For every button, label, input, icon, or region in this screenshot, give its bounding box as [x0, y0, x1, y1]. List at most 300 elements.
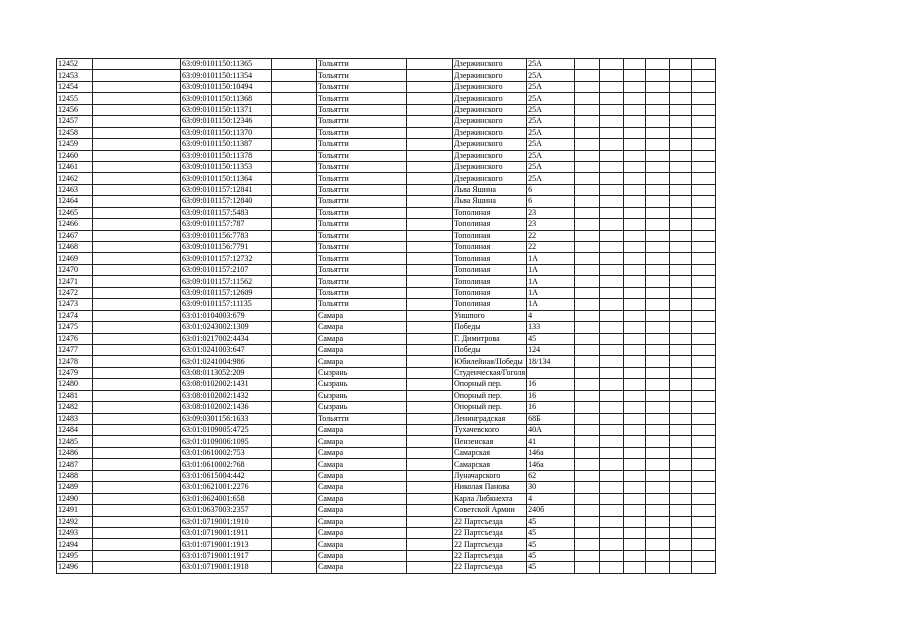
- cell-empty: [600, 139, 624, 150]
- cell-empty: [670, 425, 692, 436]
- cell-house: 1А: [527, 287, 575, 298]
- cell-empty: [600, 447, 624, 458]
- cell-empty: [575, 70, 600, 81]
- cell-empty: [407, 425, 453, 436]
- cell-city: Тольятти: [317, 264, 407, 275]
- cell-cadastral-number: 63:09:0101157:787: [181, 219, 272, 230]
- cell-street: Дзержинского: [453, 81, 527, 92]
- cell-house: 16: [527, 390, 575, 401]
- cell-cadastral-number: 63:01:0241004:986: [181, 356, 272, 367]
- cell-empty: [93, 93, 181, 104]
- cell-empty: [407, 253, 453, 264]
- cell-empty: [624, 219, 646, 230]
- cell-empty: [670, 493, 692, 504]
- cell-empty: [646, 459, 670, 470]
- cell-empty: [575, 459, 600, 470]
- cell-house: 4: [527, 310, 575, 321]
- cell-id: 12487: [57, 459, 93, 470]
- cell-empty: [692, 367, 716, 378]
- cell-empty: [575, 367, 600, 378]
- cell-empty: [646, 379, 670, 390]
- table-row: [57, 413, 716, 424]
- cell-empty: [646, 413, 670, 424]
- cell-city: Самара: [317, 310, 407, 321]
- cell-empty: [692, 219, 716, 230]
- cell-empty: [93, 447, 181, 458]
- cell-empty: [692, 379, 716, 390]
- cell-cadastral-number: 63:01:0104003:679: [181, 310, 272, 321]
- cell-empty: [624, 264, 646, 275]
- cell-street: Тополиная: [453, 276, 527, 287]
- cell-empty: [575, 470, 600, 481]
- cell-street: Тополиная: [453, 264, 527, 275]
- cell-empty: [93, 116, 181, 127]
- cell-cadastral-number: 63:09:0101157:5483: [181, 207, 272, 218]
- cell-cadastral-number: 63:01:0719001:1910: [181, 516, 272, 527]
- cell-empty: [670, 562, 692, 573]
- cell-empty: [646, 196, 670, 207]
- table-row: [57, 344, 716, 355]
- table-row: [57, 219, 716, 230]
- cell-cadastral-number: 63:09:0101156:7783: [181, 230, 272, 241]
- cell-empty: [692, 150, 716, 161]
- cell-id: 12480: [57, 379, 93, 390]
- cell-cadastral-number: 63:09:0101150:11364: [181, 173, 272, 184]
- cell-house: 25А: [527, 70, 575, 81]
- cell-empty: [624, 539, 646, 550]
- cell-id: 12474: [57, 310, 93, 321]
- table-row: [57, 436, 716, 447]
- cell-cadastral-number: 63:01:0719001:1911: [181, 527, 272, 538]
- table-row: [57, 276, 716, 287]
- cell-empty: [600, 150, 624, 161]
- cell-empty: [670, 447, 692, 458]
- cell-city: Тольятти: [317, 93, 407, 104]
- cell-house: 45: [527, 516, 575, 527]
- cell-empty: [272, 367, 317, 378]
- cell-empty: [670, 184, 692, 195]
- cell-empty: [600, 196, 624, 207]
- cell-empty: [93, 127, 181, 138]
- cell-empty: [670, 242, 692, 253]
- cell-empty: [407, 150, 453, 161]
- cell-city: Сызрань: [317, 379, 407, 390]
- cell-empty: [624, 196, 646, 207]
- cell-empty: [407, 264, 453, 275]
- cell-empty: [93, 470, 181, 481]
- cell-empty: [600, 505, 624, 516]
- cell-street: Тополиная: [453, 219, 527, 230]
- cell-house: 25А: [527, 116, 575, 127]
- cell-house: 1А: [527, 264, 575, 275]
- cell-empty: [600, 413, 624, 424]
- cell-id: 12464: [57, 196, 93, 207]
- cell-city: Самара: [317, 470, 407, 481]
- cell-id: 12454: [57, 81, 93, 92]
- cell-empty: [575, 116, 600, 127]
- cell-empty: [93, 562, 181, 573]
- table-row: [57, 425, 716, 436]
- cell-empty: [670, 173, 692, 184]
- cell-empty: [670, 413, 692, 424]
- cell-city: Самара: [317, 527, 407, 538]
- cell-city: Тольятти: [317, 81, 407, 92]
- cell-id: 12475: [57, 322, 93, 333]
- cell-empty: [646, 356, 670, 367]
- cell-id: 12459: [57, 139, 93, 150]
- cell-empty: [93, 81, 181, 92]
- cell-empty: [646, 116, 670, 127]
- cell-house: 45: [527, 527, 575, 538]
- cell-empty: [93, 264, 181, 275]
- cell-empty: [600, 425, 624, 436]
- cell-city: Самара: [317, 436, 407, 447]
- cell-id: 12456: [57, 104, 93, 115]
- cell-empty: [407, 276, 453, 287]
- cell-empty: [407, 139, 453, 150]
- cell-empty: [692, 425, 716, 436]
- cell-empty: [407, 104, 453, 115]
- cell-empty: [670, 367, 692, 378]
- cell-house: 1А: [527, 253, 575, 264]
- cell-house: 16: [527, 379, 575, 390]
- cell-empty: [692, 59, 716, 70]
- cell-street: Дзержинского: [453, 127, 527, 138]
- cell-empty: [272, 287, 317, 298]
- cell-cadastral-number: 63:09:0101157:11562: [181, 276, 272, 287]
- cell-empty: [600, 207, 624, 218]
- cell-cadastral-number: 63:01:0624001:658: [181, 493, 272, 504]
- cell-empty: [272, 253, 317, 264]
- cell-street: Дзержинского: [453, 173, 527, 184]
- cell-empty: [646, 173, 670, 184]
- cell-cadastral-number: 63:01:0637003:2357: [181, 505, 272, 516]
- cell-empty: [575, 505, 600, 516]
- cell-empty: [575, 322, 600, 333]
- cell-empty: [670, 322, 692, 333]
- cell-city: Тольятти: [317, 253, 407, 264]
- cell-empty: [670, 527, 692, 538]
- cell-empty: [624, 505, 646, 516]
- cell-empty: [272, 242, 317, 253]
- cell-empty: [670, 264, 692, 275]
- cell-empty: [93, 413, 181, 424]
- cell-city: Тольятти: [317, 242, 407, 253]
- cell-street: Дзержинского: [453, 139, 527, 150]
- cell-empty: [670, 93, 692, 104]
- cell-id: 12477: [57, 344, 93, 355]
- cell-empty: [646, 81, 670, 92]
- cell-house: 6: [527, 184, 575, 195]
- cell-empty: [692, 562, 716, 573]
- cell-empty: [670, 253, 692, 264]
- table-row: [57, 310, 716, 321]
- cell-empty: [646, 390, 670, 401]
- cell-empty: [575, 516, 600, 527]
- cell-city: Самара: [317, 344, 407, 355]
- cell-city: Тольятти: [317, 299, 407, 310]
- cell-empty: [624, 562, 646, 573]
- cell-empty: [575, 196, 600, 207]
- cell-empty: [272, 333, 317, 344]
- cell-empty: [646, 447, 670, 458]
- cell-empty: [272, 184, 317, 195]
- cell-street: Советской Армии: [453, 505, 527, 516]
- cell-empty: [600, 493, 624, 504]
- cell-empty: [600, 230, 624, 241]
- table-row: [57, 173, 716, 184]
- cell-empty: [93, 390, 181, 401]
- cell-empty: [670, 127, 692, 138]
- cell-empty: [624, 287, 646, 298]
- cell-city: Тольятти: [317, 161, 407, 172]
- cell-house: 23: [527, 207, 575, 218]
- cell-empty: [407, 459, 453, 470]
- cell-empty: [692, 447, 716, 458]
- cell-street: Самарская: [453, 447, 527, 458]
- cell-city: Самара: [317, 447, 407, 458]
- cell-empty: [670, 402, 692, 413]
- cell-empty: [600, 539, 624, 550]
- cell-empty: [93, 379, 181, 390]
- cell-empty: [670, 356, 692, 367]
- cell-empty: [575, 139, 600, 150]
- cell-empty: [93, 425, 181, 436]
- cell-house: 45: [527, 539, 575, 550]
- cell-empty: [575, 242, 600, 253]
- cell-id: 12466: [57, 219, 93, 230]
- cell-empty: [600, 550, 624, 561]
- cell-empty: [93, 150, 181, 161]
- cell-empty: [407, 356, 453, 367]
- table-row: [57, 322, 716, 333]
- cell-street: 22 Партсъезда: [453, 539, 527, 550]
- cell-empty: [692, 264, 716, 275]
- cell-empty: [407, 173, 453, 184]
- cell-empty: [575, 379, 600, 390]
- cell-empty: [670, 482, 692, 493]
- cell-cadastral-number: 63:09:0101150:12346: [181, 116, 272, 127]
- cell-empty: [646, 184, 670, 195]
- cell-empty: [407, 550, 453, 561]
- cell-city: Самара: [317, 562, 407, 573]
- cell-empty: [624, 127, 646, 138]
- cell-empty: [624, 150, 646, 161]
- cell-empty: [93, 299, 181, 310]
- cell-city: Самара: [317, 322, 407, 333]
- cell-empty: [692, 539, 716, 550]
- cell-empty: [575, 104, 600, 115]
- cell-empty: [575, 402, 600, 413]
- cell-empty: [624, 344, 646, 355]
- cell-empty: [600, 379, 624, 390]
- cell-empty: [670, 219, 692, 230]
- cell-cadastral-number: 63:09:0101157:2107: [181, 264, 272, 275]
- cell-empty: [624, 207, 646, 218]
- cell-empty: [575, 93, 600, 104]
- cell-empty: [407, 539, 453, 550]
- cell-empty: [272, 161, 317, 172]
- cell-street: Дзержинского: [453, 161, 527, 172]
- cell-street: 22 Партсъезда: [453, 550, 527, 561]
- cell-empty: [272, 379, 317, 390]
- cell-empty: [575, 264, 600, 275]
- cell-empty: [272, 482, 317, 493]
- cell-empty: [93, 207, 181, 218]
- cell-empty: [646, 470, 670, 481]
- cell-street: Опорный пер.: [453, 379, 527, 390]
- cell-house: 30: [527, 482, 575, 493]
- cell-empty: [93, 550, 181, 561]
- cell-empty: [670, 505, 692, 516]
- cell-id: 12452: [57, 59, 93, 70]
- cell-id: 12462: [57, 173, 93, 184]
- cell-empty: [93, 287, 181, 298]
- cell-empty: [272, 470, 317, 481]
- cell-empty: [407, 93, 453, 104]
- cell-empty: [600, 161, 624, 172]
- cell-empty: [624, 356, 646, 367]
- cell-empty: [624, 59, 646, 70]
- cell-empty: [407, 493, 453, 504]
- cell-empty: [600, 356, 624, 367]
- cell-street: Самарская: [453, 459, 527, 470]
- cell-street: Тополиная: [453, 242, 527, 253]
- cell-street: Дзержинского: [453, 116, 527, 127]
- cell-empty: [600, 367, 624, 378]
- cell-empty: [670, 230, 692, 241]
- cell-empty: [272, 390, 317, 401]
- cell-empty: [600, 116, 624, 127]
- cell-empty: [407, 333, 453, 344]
- cell-city: Тольятти: [317, 59, 407, 70]
- cell-city: Тольятти: [317, 173, 407, 184]
- cell-cadastral-number: 63:09:0101150:11365: [181, 59, 272, 70]
- table-body: [57, 59, 716, 574]
- cell-empty: [272, 116, 317, 127]
- cell-empty: [272, 139, 317, 150]
- cell-empty: [272, 322, 317, 333]
- cell-empty: [575, 299, 600, 310]
- cell-cadastral-number: 63:01:0610002:753: [181, 447, 272, 458]
- cell-empty: [624, 516, 646, 527]
- cell-id: 12489: [57, 482, 93, 493]
- table-row: [57, 447, 716, 458]
- cell-cadastral-number: 63:09:0101150:11370: [181, 127, 272, 138]
- cell-empty: [646, 219, 670, 230]
- cell-empty: [407, 184, 453, 195]
- table-row: [57, 356, 716, 367]
- cell-cadastral-number: 63:09:0101150:10494: [181, 81, 272, 92]
- cell-empty: [670, 287, 692, 298]
- cell-empty: [600, 344, 624, 355]
- table-row: [57, 333, 716, 344]
- cell-id: 12476: [57, 333, 93, 344]
- cell-empty: [692, 333, 716, 344]
- cell-city: Самара: [317, 356, 407, 367]
- cell-empty: [646, 59, 670, 70]
- cell-empty: [600, 310, 624, 321]
- cell-street: Тополиная: [453, 253, 527, 264]
- cell-city: Тольятти: [317, 219, 407, 230]
- cell-empty: [670, 196, 692, 207]
- table-row: [57, 81, 716, 92]
- cell-empty: [407, 482, 453, 493]
- cell-city: Тольятти: [317, 184, 407, 195]
- table-row: [57, 253, 716, 264]
- cell-id: 12493: [57, 527, 93, 538]
- cell-id: 12457: [57, 116, 93, 127]
- cell-id: 12484: [57, 425, 93, 436]
- table-row: [57, 59, 716, 70]
- cell-city: Самара: [317, 333, 407, 344]
- cell-empty: [646, 539, 670, 550]
- cell-id: 12463: [57, 184, 93, 195]
- cell-empty: [692, 276, 716, 287]
- cell-empty: [272, 493, 317, 504]
- cell-empty: [692, 196, 716, 207]
- cell-empty: [272, 230, 317, 241]
- table-row: [57, 505, 716, 516]
- cell-empty: [646, 70, 670, 81]
- cell-empty: [407, 81, 453, 92]
- cell-empty: [407, 219, 453, 230]
- cell-empty: [407, 310, 453, 321]
- cell-cadastral-number: 63:08:0102002:1432: [181, 390, 272, 401]
- cell-empty: [624, 390, 646, 401]
- cell-empty: [646, 493, 670, 504]
- cell-empty: [407, 516, 453, 527]
- cell-empty: [575, 425, 600, 436]
- table-row: [57, 470, 716, 481]
- cell-empty: [624, 482, 646, 493]
- cell-street: 22 Партсъезда: [453, 527, 527, 538]
- cell-empty: [575, 436, 600, 447]
- cell-empty: [272, 516, 317, 527]
- cell-empty: [575, 390, 600, 401]
- cell-empty: [272, 104, 317, 115]
- cell-empty: [646, 322, 670, 333]
- cell-empty: [93, 516, 181, 527]
- cell-empty: [624, 139, 646, 150]
- cell-street: Тухачевского: [453, 425, 527, 436]
- cell-empty: [692, 287, 716, 298]
- cell-house: 40А: [527, 425, 575, 436]
- cell-empty: [646, 482, 670, 493]
- table-row: [57, 390, 716, 401]
- cell-street: Льва Яшина: [453, 196, 527, 207]
- cell-empty: [600, 59, 624, 70]
- cell-empty: [272, 81, 317, 92]
- table-row: [57, 93, 716, 104]
- cell-empty: [624, 459, 646, 470]
- cell-empty: [692, 70, 716, 81]
- cell-empty: [575, 59, 600, 70]
- cell-house: 41: [527, 436, 575, 447]
- cell-cadastral-number: 63:09:0101156:7791: [181, 242, 272, 253]
- cell-empty: [624, 493, 646, 504]
- cell-id: 12492: [57, 516, 93, 527]
- table-row: [57, 116, 716, 127]
- cell-id: 12468: [57, 242, 93, 253]
- cell-empty: [692, 482, 716, 493]
- cell-empty: [575, 550, 600, 561]
- cell-empty: [272, 402, 317, 413]
- cell-empty: [624, 230, 646, 241]
- cell-street: Николая Панова: [453, 482, 527, 493]
- cell-empty: [646, 139, 670, 150]
- cell-empty: [272, 527, 317, 538]
